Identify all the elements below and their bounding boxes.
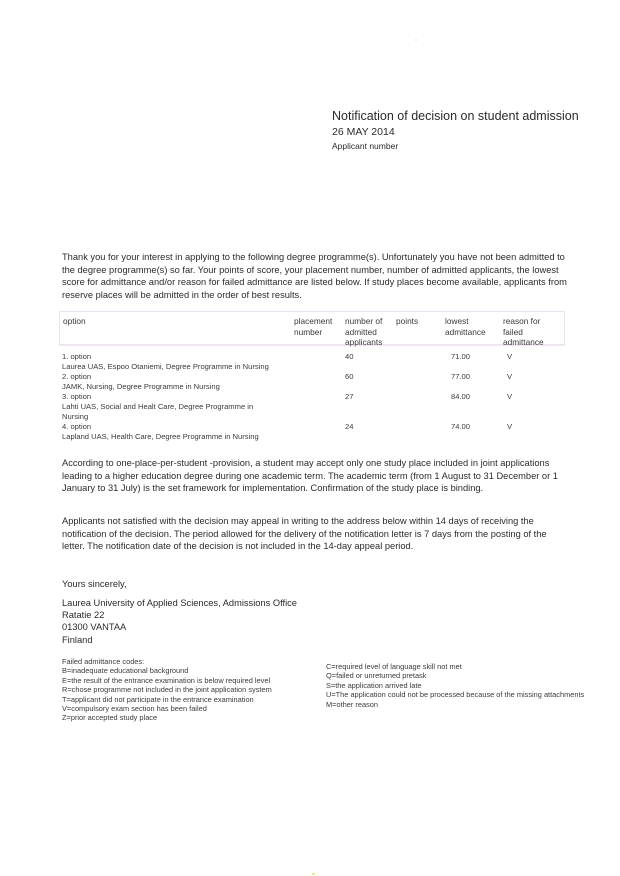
column-header-points: points [396,316,419,326]
failure-reason: V [507,392,513,401]
code-item: B=inadequate educational background [62,666,189,676]
code-item: C=required level of language skill not met [326,662,462,671]
code-item: R=chose programme not included in the joint application system [62,685,272,695]
option-number: 4. option [62,422,92,431]
lowest-score: 71.00 [451,352,471,361]
results-table-header [59,311,565,345]
sender-address [62,597,297,646]
closing-salutation: Yours sincerely, [62,579,127,589]
admitted-count: 60 [345,372,354,381]
admitted-count: 27 [345,392,354,401]
row-option [62,392,277,421]
address-line-postal: 01300 VANTAA [62,622,127,633]
code-item: V=compulsory exam section has been failed [62,704,207,714]
codes-title: Failed admittance codes: [62,657,145,666]
column-header-admitted: number of admitted applicants [345,316,383,347]
row-option [62,352,282,372]
programme-name: Lapland UAS, Health Care, Degree Programme in Nursing [62,431,259,441]
programme-name: JAMK, Nursing, Degree Programme in Nursing [62,381,220,391]
failure-reason: V [507,422,513,431]
column-header-lowest: lowest admittance [445,316,486,337]
code-item: Q=failed or unreturned pretask [326,671,427,681]
option-number: 1. option [62,352,92,361]
address-line-country: Finland [62,634,93,645]
letter-header [332,108,579,152]
table-row [62,372,562,392]
provision-paragraph: According to one-place-per-student -provision, a student may accept only one study place included in joint applications leading to a higher education degree during one academic term. The academic term (from 1 August to 31 December or 1 January to 31 July) is the set framework for implementation. Confirmation of the study place is binding. [62,458,558,494]
applicant-number-label: Applicant number [332,141,399,151]
column-header-reason: reason for failed admittance [503,316,544,347]
intro-paragraph: Thank you for your interest in applying to the following degree programme(s). Unfortunately you have not been admitted to the degree programme(s) so far. Your points of score, your placement number, number of admitted applicants, the lowest score for admittance and/or reason for failed admittance are listed below. If study places become available, applicants from reserve places will be admitted in the order of best results. [62,252,567,300]
table-row [62,352,562,372]
programme-name: Lahti UAS, Social and Healt Care, Degree Programme in Nursing [62,401,254,421]
document-title: Notification of decision on student admission [332,109,579,123]
failed-codes-left [62,657,312,723]
column-header-option: option [63,316,86,326]
admitted-count: 24 [345,422,354,431]
row-option [62,372,282,392]
code-item: M=other reason [326,699,378,709]
table-row [62,392,562,422]
address-line-organisation: Laurea University of Applied Sciences, Admissions Office [62,598,297,608]
failed-codes-right [326,662,586,709]
lowest-score: 77.00 [451,372,471,381]
programme-name: Laurea UAS, Espoo Otaniemi, Degree Programme in Nursing [62,361,269,371]
code-item: U=The application could not be processed because of the missing attachments [326,690,585,700]
address-line-street: Ratatie 22 [62,610,105,621]
lowest-score: 74.00 [451,422,471,431]
appeal-paragraph: Applicants not satisfied with the decision may appeal in writing to the address below within 14 days of receiving the notification of the decision. The period allowed for the delivery of the notification letter is 7 days from the posting of the letter. The notification date of the decision is not included in the 14-day appeal period. [62,516,547,552]
scan-speck [415,39,417,41]
admitted-count: 40 [345,352,354,361]
code-item: Z=prior accepted study place [62,713,158,723]
failure-reason: V [507,352,513,361]
option-number: 3. option [62,392,92,401]
lowest-score: 84.00 [451,392,471,401]
scan-speck [312,873,315,875]
code-item: S=the application arrived late [326,680,422,690]
code-item: E=the result of the entrance examination is below required level [62,675,271,685]
decision-date: 26 MAY 2014 [332,126,395,138]
table-row [62,422,562,442]
option-number: 2. option [62,372,92,381]
column-header-placement: placement number [294,316,333,337]
code-item: T=applicant did not participate in the entrance examination [62,694,254,704]
row-option [62,422,282,442]
failure-reason: V [507,372,513,381]
